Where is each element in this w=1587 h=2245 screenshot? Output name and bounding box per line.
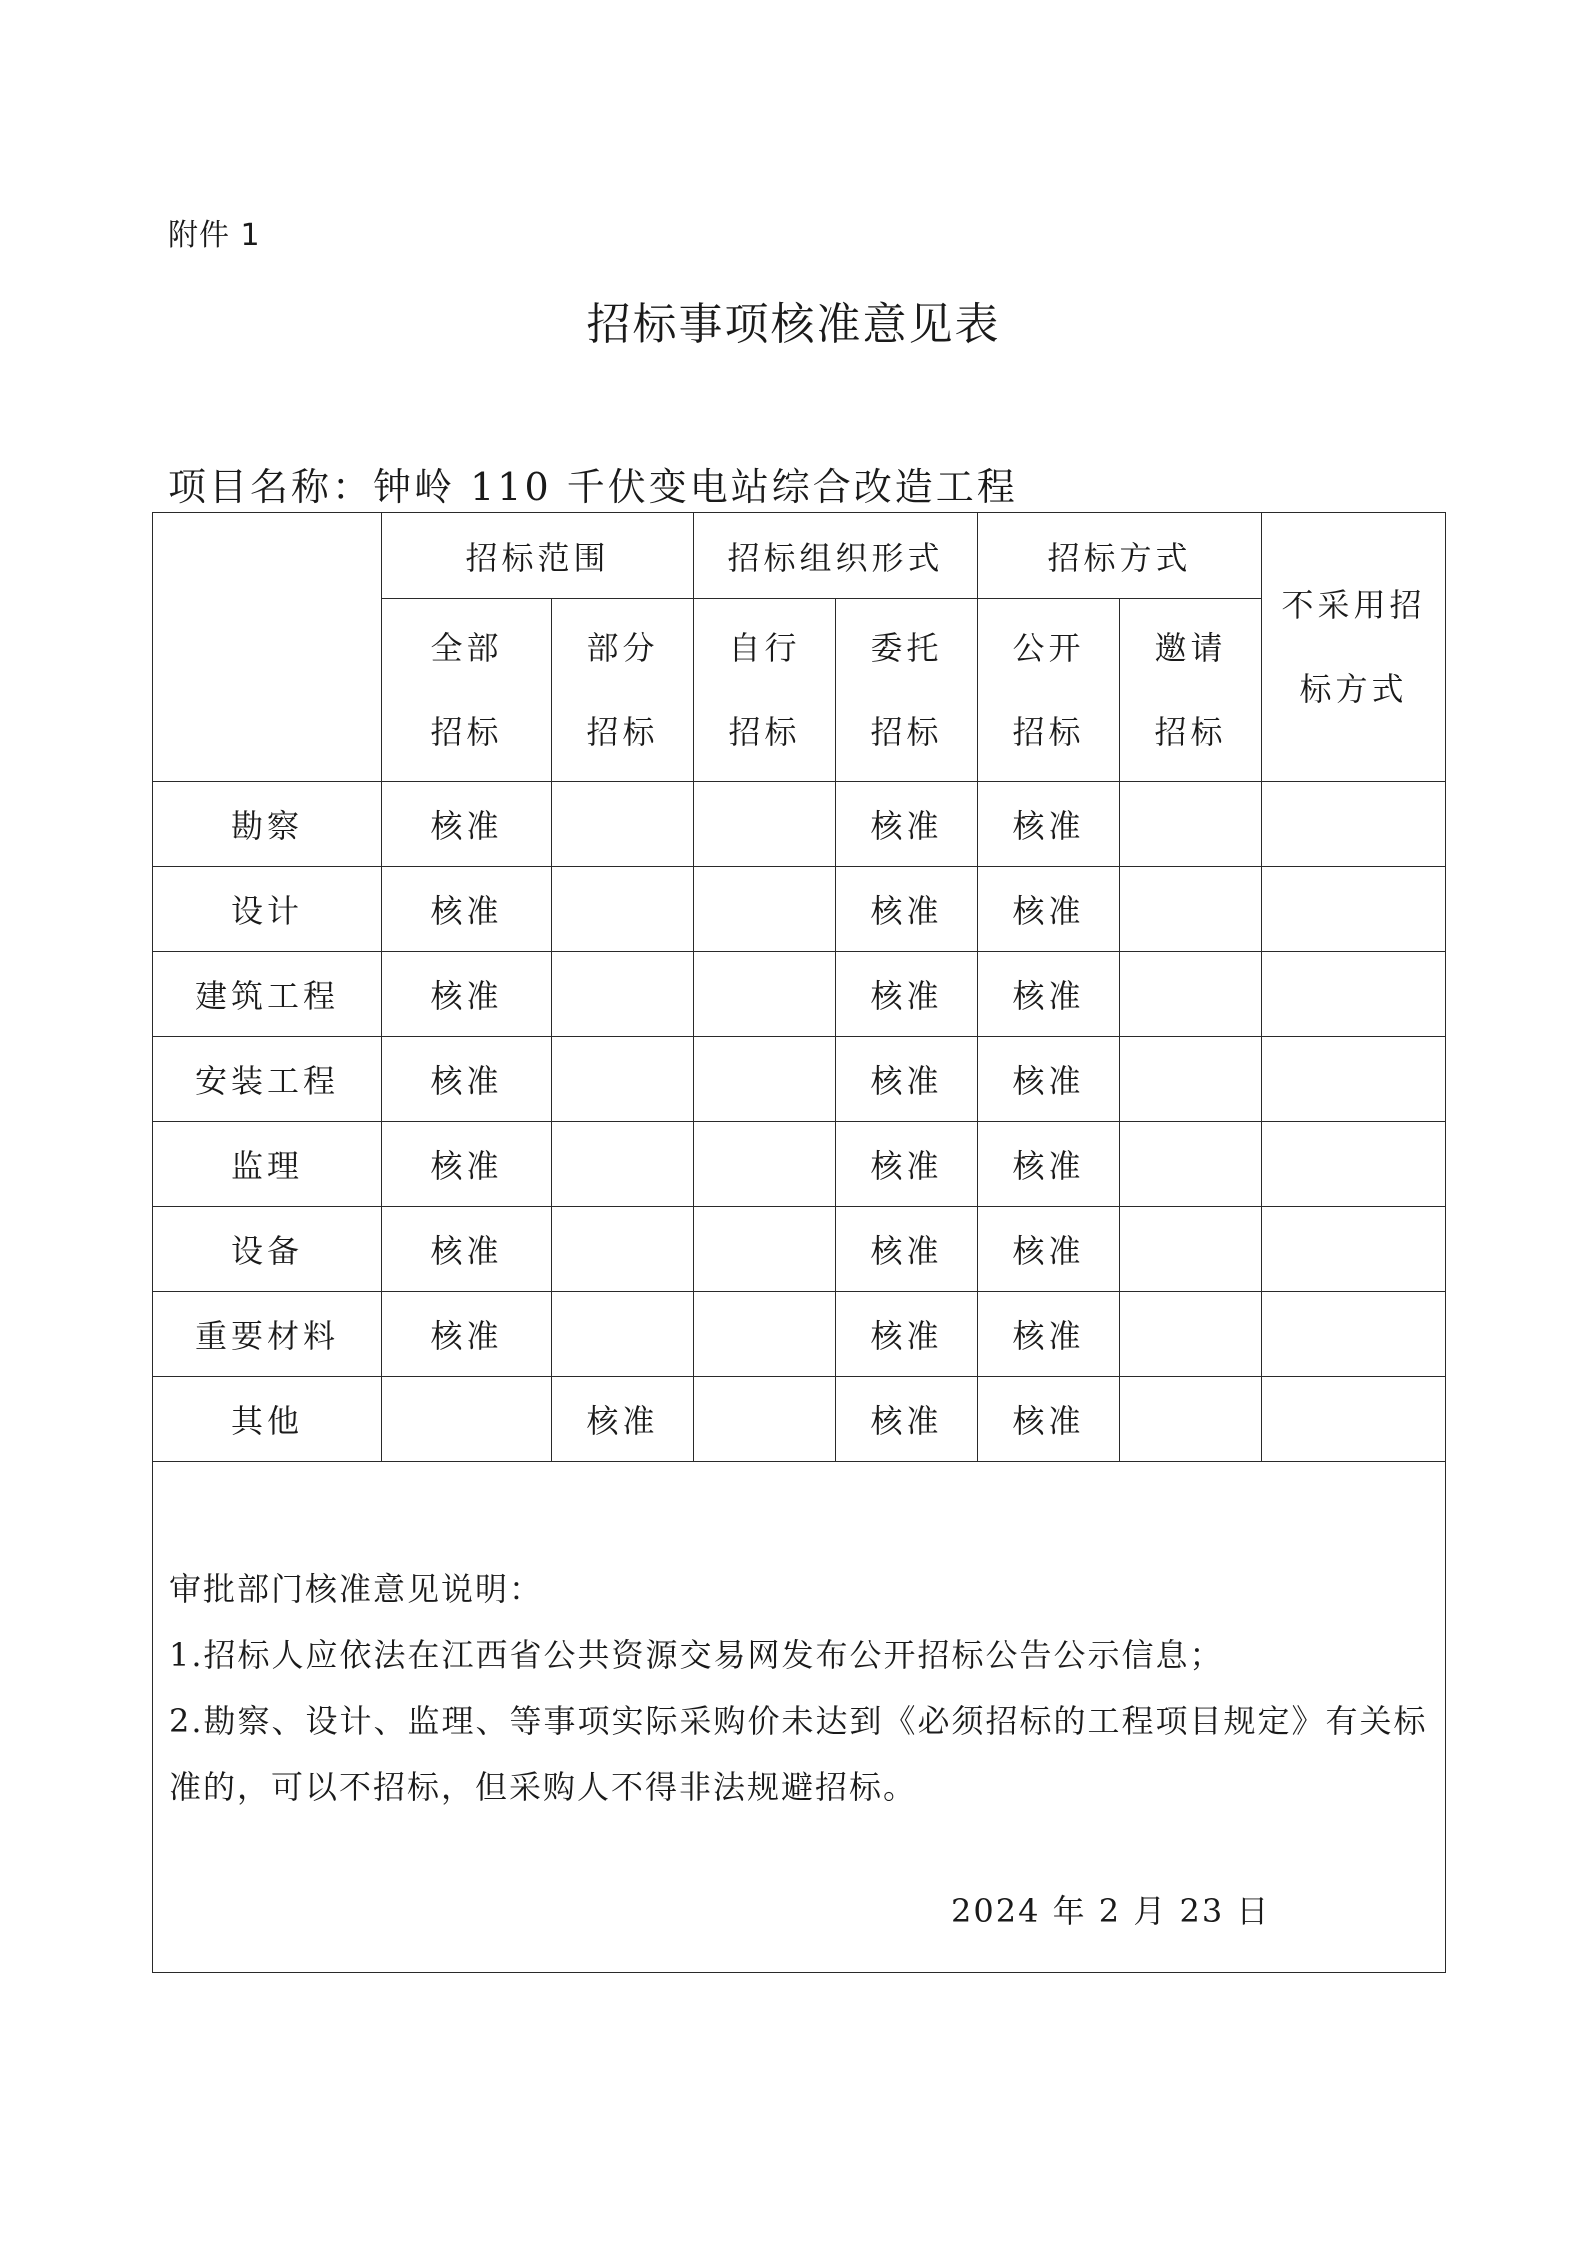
row-label: 设备 bbox=[153, 1207, 382, 1292]
table-row bbox=[153, 1377, 1446, 1462]
notes-item: 2.勘察、设计、监理、等事项实际采购价未达到《必须招标的工程项目规定》有关标准的，可以不招标，但采购人不得非法规避招标。 bbox=[169, 1702, 1428, 1806]
approval-cell: 核准 bbox=[836, 782, 978, 867]
approval-cell bbox=[694, 782, 836, 867]
project-label: 项目名称： bbox=[168, 465, 374, 509]
header-full-bid-line-2: 招标 bbox=[430, 713, 503, 751]
notes-heading: 审批部门核准意见说明： bbox=[169, 1570, 544, 1608]
approval-cell: 核准 bbox=[978, 867, 1120, 952]
table-row bbox=[153, 1207, 1446, 1292]
approval-cell: 核准 bbox=[382, 1037, 552, 1122]
approval-cell bbox=[1120, 1037, 1262, 1122]
row-label: 重要材料 bbox=[153, 1292, 382, 1377]
approval-cell bbox=[694, 1292, 836, 1377]
approval-cell bbox=[1120, 867, 1262, 952]
approval-cell bbox=[694, 1122, 836, 1207]
header-full-bid-line-1: 全部 bbox=[430, 629, 503, 667]
header-invited-bid-line-2: 招标 bbox=[1154, 713, 1227, 751]
approval-cell bbox=[1262, 1037, 1446, 1122]
header-partial-bid bbox=[552, 599, 694, 782]
header-invited-bid bbox=[1120, 599, 1262, 782]
approval-cell bbox=[552, 867, 694, 952]
approval-cell bbox=[694, 1207, 836, 1292]
header-entrusted-bid bbox=[836, 599, 978, 782]
approval-cell bbox=[694, 1037, 836, 1122]
approval-cell: 核准 bbox=[836, 1377, 978, 1462]
approval-cell: 核准 bbox=[836, 1122, 978, 1207]
approval-cell bbox=[1262, 952, 1446, 1037]
table-row bbox=[153, 1122, 1446, 1207]
approval-cell bbox=[552, 1207, 694, 1292]
header-no-bid-method bbox=[1262, 513, 1446, 782]
approval-cell bbox=[552, 952, 694, 1037]
header-entrusted-bid-line-2: 招标 bbox=[870, 713, 943, 751]
approval-cell: 核准 bbox=[978, 782, 1120, 867]
header-self-bid-line-1: 自行 bbox=[728, 629, 801, 667]
approval-cell bbox=[1120, 1292, 1262, 1377]
notes-item: 1.招标人应依法在江西省公共资源交易网发布公开招标公告公示信息； bbox=[169, 1636, 1224, 1674]
attachment-label: 附件 1 bbox=[168, 218, 261, 253]
approval-cell bbox=[382, 1377, 552, 1462]
header-self-bid bbox=[694, 599, 836, 782]
approval-cell bbox=[694, 952, 836, 1037]
header-entrusted-bid-line-1: 委托 bbox=[870, 629, 943, 667]
approval-cell bbox=[1120, 952, 1262, 1037]
table-row bbox=[153, 867, 1446, 952]
table-row bbox=[153, 952, 1446, 1037]
approval-cell: 核准 bbox=[978, 1122, 1120, 1207]
row-label: 安装工程 bbox=[153, 1037, 382, 1122]
row-label: 勘察 bbox=[153, 782, 382, 867]
approval-notes bbox=[169, 1556, 1437, 1820]
approval-cell: 核准 bbox=[836, 952, 978, 1037]
approval-cell bbox=[1262, 1377, 1446, 1462]
approval-cell: 核准 bbox=[382, 952, 552, 1037]
approval-cell bbox=[694, 867, 836, 952]
project-name: 钟岭 110 千伏变电站综合改造工程 bbox=[373, 465, 1018, 509]
table-row bbox=[153, 1292, 1446, 1377]
approval-cell: 核准 bbox=[978, 1377, 1120, 1462]
project-name-line bbox=[168, 456, 1018, 511]
header-group-bid-organization: 招标组织形式 bbox=[694, 513, 978, 599]
approval-cell bbox=[1120, 1122, 1262, 1207]
header-no-bid-line-1: 不采用招 bbox=[1281, 586, 1426, 624]
approval-cell bbox=[552, 1037, 694, 1122]
approval-date: 2024 年 2 月 23 日 bbox=[951, 1892, 1271, 1930]
approval-cell: 核准 bbox=[978, 1207, 1120, 1292]
header-partial-bid-line-1: 部分 bbox=[586, 629, 659, 667]
approval-cell bbox=[552, 1122, 694, 1207]
approval-table bbox=[152, 512, 1446, 1973]
table-row bbox=[153, 1037, 1446, 1122]
row-label: 监理 bbox=[153, 1122, 382, 1207]
approval-cell: 核准 bbox=[836, 1292, 978, 1377]
approval-cell: 核准 bbox=[552, 1377, 694, 1462]
row-label: 建筑工程 bbox=[153, 952, 382, 1037]
approval-cell bbox=[1120, 1377, 1262, 1462]
header-group-bid-scope: 招标范围 bbox=[382, 513, 694, 599]
approval-cell: 核准 bbox=[978, 1037, 1120, 1122]
approval-cell: 核准 bbox=[978, 952, 1120, 1037]
approval-cell bbox=[694, 1377, 836, 1462]
approval-cell: 核准 bbox=[382, 867, 552, 952]
row-label: 其他 bbox=[153, 1377, 382, 1462]
approval-cell bbox=[1262, 1122, 1446, 1207]
notes-row bbox=[153, 1462, 1446, 1973]
header-no-bid-line-2: 标方式 bbox=[1299, 670, 1408, 708]
approval-cell bbox=[1262, 1292, 1446, 1377]
document-title: 招标事项核准意见表 bbox=[586, 299, 1001, 350]
approval-cell: 核准 bbox=[382, 1292, 552, 1377]
header-full-bid bbox=[382, 599, 552, 782]
approval-cell bbox=[1120, 782, 1262, 867]
approval-cell: 核准 bbox=[836, 1037, 978, 1122]
header-open-bid bbox=[978, 599, 1120, 782]
header-corner-cell bbox=[153, 513, 382, 782]
approval-cell: 核准 bbox=[382, 782, 552, 867]
header-open-bid-line-1: 公开 bbox=[1012, 629, 1085, 667]
approval-notes-cell bbox=[153, 1462, 1446, 1973]
approval-cell bbox=[1262, 867, 1446, 952]
header-partial-bid-line-2: 招标 bbox=[586, 713, 659, 751]
approval-cell: 核准 bbox=[836, 1207, 978, 1292]
approval-cell bbox=[552, 1292, 694, 1377]
row-label: 设计 bbox=[153, 867, 382, 952]
approval-cell bbox=[1262, 782, 1446, 867]
approval-cell bbox=[1262, 1207, 1446, 1292]
header-invited-bid-line-1: 邀请 bbox=[1154, 629, 1227, 667]
header-self-bid-line-2: 招标 bbox=[728, 713, 801, 751]
approval-cell: 核准 bbox=[978, 1292, 1120, 1377]
approval-cell: 核准 bbox=[382, 1207, 552, 1292]
approval-cell bbox=[1120, 1207, 1262, 1292]
header-group-bid-method: 招标方式 bbox=[978, 513, 1262, 599]
approval-cell: 核准 bbox=[382, 1122, 552, 1207]
table-row bbox=[153, 782, 1446, 867]
approval-cell bbox=[552, 782, 694, 867]
approval-cell: 核准 bbox=[836, 867, 978, 952]
header-open-bid-line-2: 招标 bbox=[1012, 713, 1085, 751]
